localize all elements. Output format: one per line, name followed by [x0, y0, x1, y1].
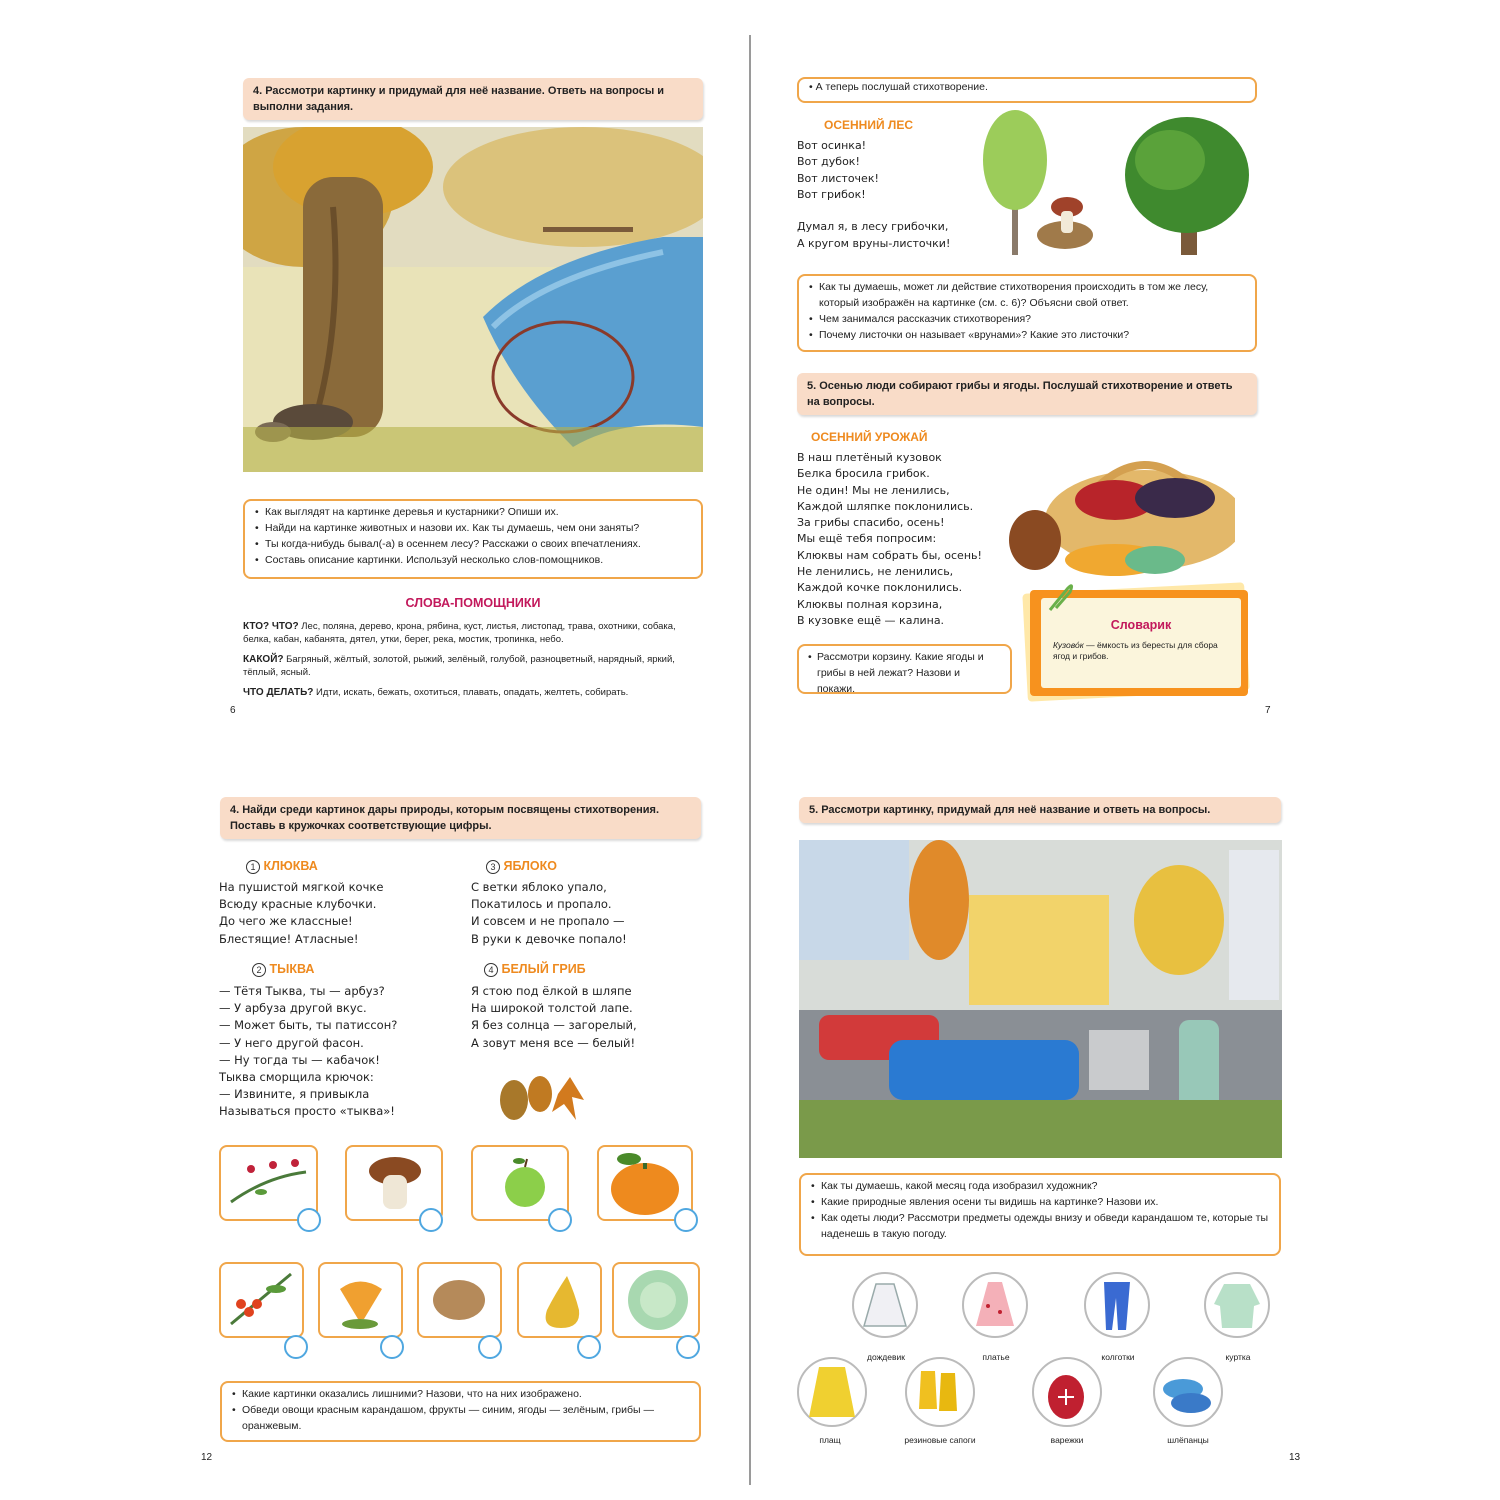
dictionary-text: — ёмкость из бересты для сбора ягод и грибов. — [1053, 640, 1218, 661]
question-item: • Чем занимался рассказчик стихотворения? — [809, 311, 1245, 327]
poem-autumn-harvest: В наш плетёный кузовок Белка бросила грибок. Не один! Мы не ленились, Каждой шляпке поклонились. За грибы спасибо, осень! Мы ещё тебя попросим: Клюквы нам собрать бы, осень! Не ленились, не ленились, Каждой кочке поклонились. Клюквы полная корзина, В кузовке ещё — калина. — [797, 451, 982, 627]
potato-card — [417, 1262, 502, 1338]
poem-apple: С ветки яблоко упало, Покатилось и пропало. И совсем и не пропало — В руки к девочке попало! — [471, 880, 627, 946]
bullet-icon: • — [808, 651, 812, 663]
clothes-label: шлёпанцы — [1167, 1435, 1209, 1445]
clothes-label: дождевик — [867, 1352, 905, 1362]
page-number-6: 6 — [230, 705, 236, 716]
question-item: • Найди на картинке животных и назови их. Как ты думаешь, чем они заняты? — [255, 520, 691, 536]
jacket-icon[interactable] — [1204, 1272, 1270, 1338]
answer-circle[interactable] — [674, 1208, 698, 1232]
task-header-p12 — [220, 797, 701, 839]
question-item: • Ты когда-нибудь бывал(-а) в осеннем лесу? Расскажи о своих впечатлениях. — [255, 536, 691, 552]
poem-cranberry: На пушистой мягкой кочке Всюду красные клубочки. До чего же классные! Блестящие! Атласные! — [219, 880, 384, 946]
question-item: • Составь описание картинки. Используй несколько слов-помощников. — [255, 552, 691, 568]
questions-box-p6 — [243, 499, 703, 579]
task-text: 4. Рассмотри картинку и придумай для неё название. Ответь на вопросы и выполни задания. — [253, 85, 665, 113]
helper-words-do — [243, 686, 703, 699]
answer-circle[interactable] — [284, 1335, 308, 1359]
poem-title-text: БЕЛЫЙ ГРИБ — [501, 962, 586, 976]
clothes-label: куртка — [1225, 1352, 1251, 1362]
pear-icon — [519, 1264, 600, 1336]
page-number-13: 13 — [1289, 1452, 1301, 1463]
page-number-12: 12 — [201, 1452, 213, 1463]
clothes-label: варежки — [1050, 1435, 1084, 1445]
task-text: 5. Осенью люди собирают грибы и ягоды. Послушай стихотворение и ответь на вопросы. — [807, 380, 1233, 408]
questions-box-p13 — [799, 1173, 1281, 1256]
task-header-p7 — [797, 373, 1257, 415]
tights-icon[interactable] — [1084, 1272, 1150, 1338]
question-item: • Как одеты люди? Рассмотри предметы одежды внизу и обведи карандашом те, которые ты наденешь в такую погоду. — [811, 1210, 1269, 1242]
cranberry-icon — [221, 1147, 316, 1219]
poem-title-autumn-forest: ОСЕННИЙ ЛЕС — [824, 118, 914, 132]
autumn-leaves-icon — [492, 1072, 592, 1127]
pear-card — [517, 1262, 602, 1338]
answer-circle[interactable] — [676, 1335, 700, 1359]
helper-text: Багряный, жёлтый, золотой, рыжий, зелёный, голубой, разноцветный, нарядный, яркий, тёплый, ясный. — [243, 654, 675, 678]
helper-label: КАКОЙ? — [243, 654, 284, 665]
poem-pumpkin: — Тётя Тыква, ты — арбуз? — У арбуза другой вкус. — Может быть, ты патиссон? — У него другой фасон. — Ну тогда ты — кабачок! Тыква сморщила крючок: — Извините, я привыкла Называться просто «тыква»! — [219, 984, 398, 1119]
question-item: • Как ты думаешь, может ли действие стихотворения происходить в том же лесу, который изображён на картинке (см. с. 6)? Объясни свой ответ. — [809, 279, 1245, 311]
rowan-berries-icon — [221, 1264, 302, 1336]
poem-autumn-forest: Вот осинка! Вот дубок! Вот листочек! Вот грибок! Думал я, в лесу грибочки, А кругом вруны-листочки! — [797, 139, 951, 250]
autumn-forest-illustration — [243, 127, 703, 472]
poem-title-pumpkin — [252, 962, 314, 977]
helper-words-who — [243, 620, 703, 646]
basket-question-text: Рассмотри корзину. Какие ягоды и грибы в ней лежат? Назови и покажи. — [817, 651, 984, 695]
questions-box-p7 — [797, 274, 1257, 352]
questions-box-p12 — [220, 1381, 701, 1442]
question-item: • Почему листочки он называет «врунами»? Какие это листочки? — [809, 327, 1245, 343]
basket-illustration — [1005, 440, 1235, 590]
poem-title-porcini — [484, 962, 586, 977]
dictionary-title: Словарик — [1110, 618, 1172, 632]
cloak-icon[interactable] — [797, 1357, 867, 1427]
poem-title-text: ЯБЛОКО — [503, 859, 557, 873]
cabbage-icon — [614, 1264, 698, 1336]
question-item: • Как выглядят на картинке деревья и кустарники? Опиши их. — [255, 504, 691, 520]
question-item: • Какие природные явления осени ты видишь на картинке? Назови их. — [811, 1194, 1269, 1210]
poem-title-text: КЛЮКВА — [263, 859, 318, 873]
clothes-label: плащ — [819, 1435, 841, 1445]
chanterelle-mushroom-icon — [320, 1264, 401, 1336]
helper-text: Идти, искать, бежать, охотиться, плавать, опадать, желтеть, собирать. — [313, 687, 629, 698]
task-text: 4. Найди среди картинок дары природы, которым посвящены стихотворения. Поставь в кружочках соответствующие цифры. — [230, 804, 659, 832]
number-circle: 1 — [246, 860, 260, 874]
clothes-label: колготки — [1101, 1352, 1135, 1362]
helper-label: ЧТО ДЕЛАТЬ? — [243, 687, 314, 698]
cabbage-card — [612, 1262, 700, 1338]
number-circle: 2 — [252, 963, 266, 977]
answer-circle[interactable] — [548, 1208, 572, 1232]
spread-divider — [749, 35, 751, 1485]
dictionary-entry — [1041, 632, 1241, 662]
question-item: • Какие картинки оказались лишними? Назови, что на них изображено. — [232, 1386, 689, 1402]
clothes-label: резиновые сапоги — [904, 1435, 976, 1445]
trees-and-mushroom-illustration — [975, 105, 1250, 260]
task-text: 5. Рассмотри картинку, придумай для неё название и ответь на вопросы. — [809, 804, 1211, 816]
answer-circle[interactable] — [577, 1335, 601, 1359]
helper-words-which — [243, 653, 703, 679]
basket-question-box — [797, 644, 1012, 694]
answer-circle[interactable] — [419, 1208, 443, 1232]
page-number-7: 7 — [1265, 705, 1271, 716]
flip-flops-icon[interactable] — [1153, 1357, 1223, 1427]
rowan-card — [219, 1262, 304, 1338]
pumpkin-icon — [599, 1147, 691, 1219]
poem-porcini: Я стою под ёлкой в шляпе На широкой толстой лапе. Я без солнца — загорелый, А зовут меня все — белый! — [471, 984, 637, 1050]
answer-circle[interactable] — [297, 1208, 321, 1232]
task-header-p13 — [799, 797, 1281, 823]
poem-title-apple — [486, 859, 557, 874]
apple-icon — [473, 1147, 567, 1219]
chanterelle-card — [318, 1262, 403, 1338]
paperclip-icon — [1040, 580, 1080, 620]
answer-circle[interactable] — [380, 1335, 404, 1359]
task-header-p6 — [243, 78, 703, 120]
dictionary-word: Кузово́к — [1053, 640, 1084, 650]
dress-icon[interactable] — [962, 1272, 1028, 1338]
helper-label: КТО? ЧТО? — [243, 621, 299, 632]
potato-icon — [419, 1264, 500, 1336]
clothes-label: платье — [982, 1352, 1010, 1362]
number-circle: 4 — [484, 963, 498, 977]
listen-intro: • А теперь послушай стихотворение. — [797, 77, 1257, 103]
answer-circle[interactable] — [478, 1335, 502, 1359]
city-street-illustration — [799, 840, 1282, 1158]
rubber-boots-icon[interactable] — [905, 1357, 975, 1427]
basket-question — [808, 649, 1000, 697]
question-item: • Обведи овощи красным карандашом, фрукты — синим, ягоды — зелёным, грибы — оранжевым. — [232, 1402, 689, 1434]
helper-words-title: СЛОВА-ПОМОЩНИКИ — [405, 596, 541, 610]
mittens-icon[interactable] — [1032, 1357, 1102, 1427]
number-circle: 3 — [486, 860, 500, 874]
poem-title-cranberry — [246, 859, 318, 874]
raincoat-icon[interactable] — [852, 1272, 918, 1338]
poem-title-autumn-harvest: ОСЕННИЙ УРОЖАЙ — [811, 430, 928, 444]
helper-text: Лес, поляна, дерево, крона, рябина, куст, листья, листопад, трава, охотники, собака, белка, кабан, кабанята, дятел, утки, берег, река, мостик, тропинка, небо. — [243, 621, 676, 645]
question-item: • Как ты думаешь, какой месяц года изобразил художник? — [811, 1178, 1269, 1194]
poem-title-text: ТЫКВА — [269, 962, 315, 976]
